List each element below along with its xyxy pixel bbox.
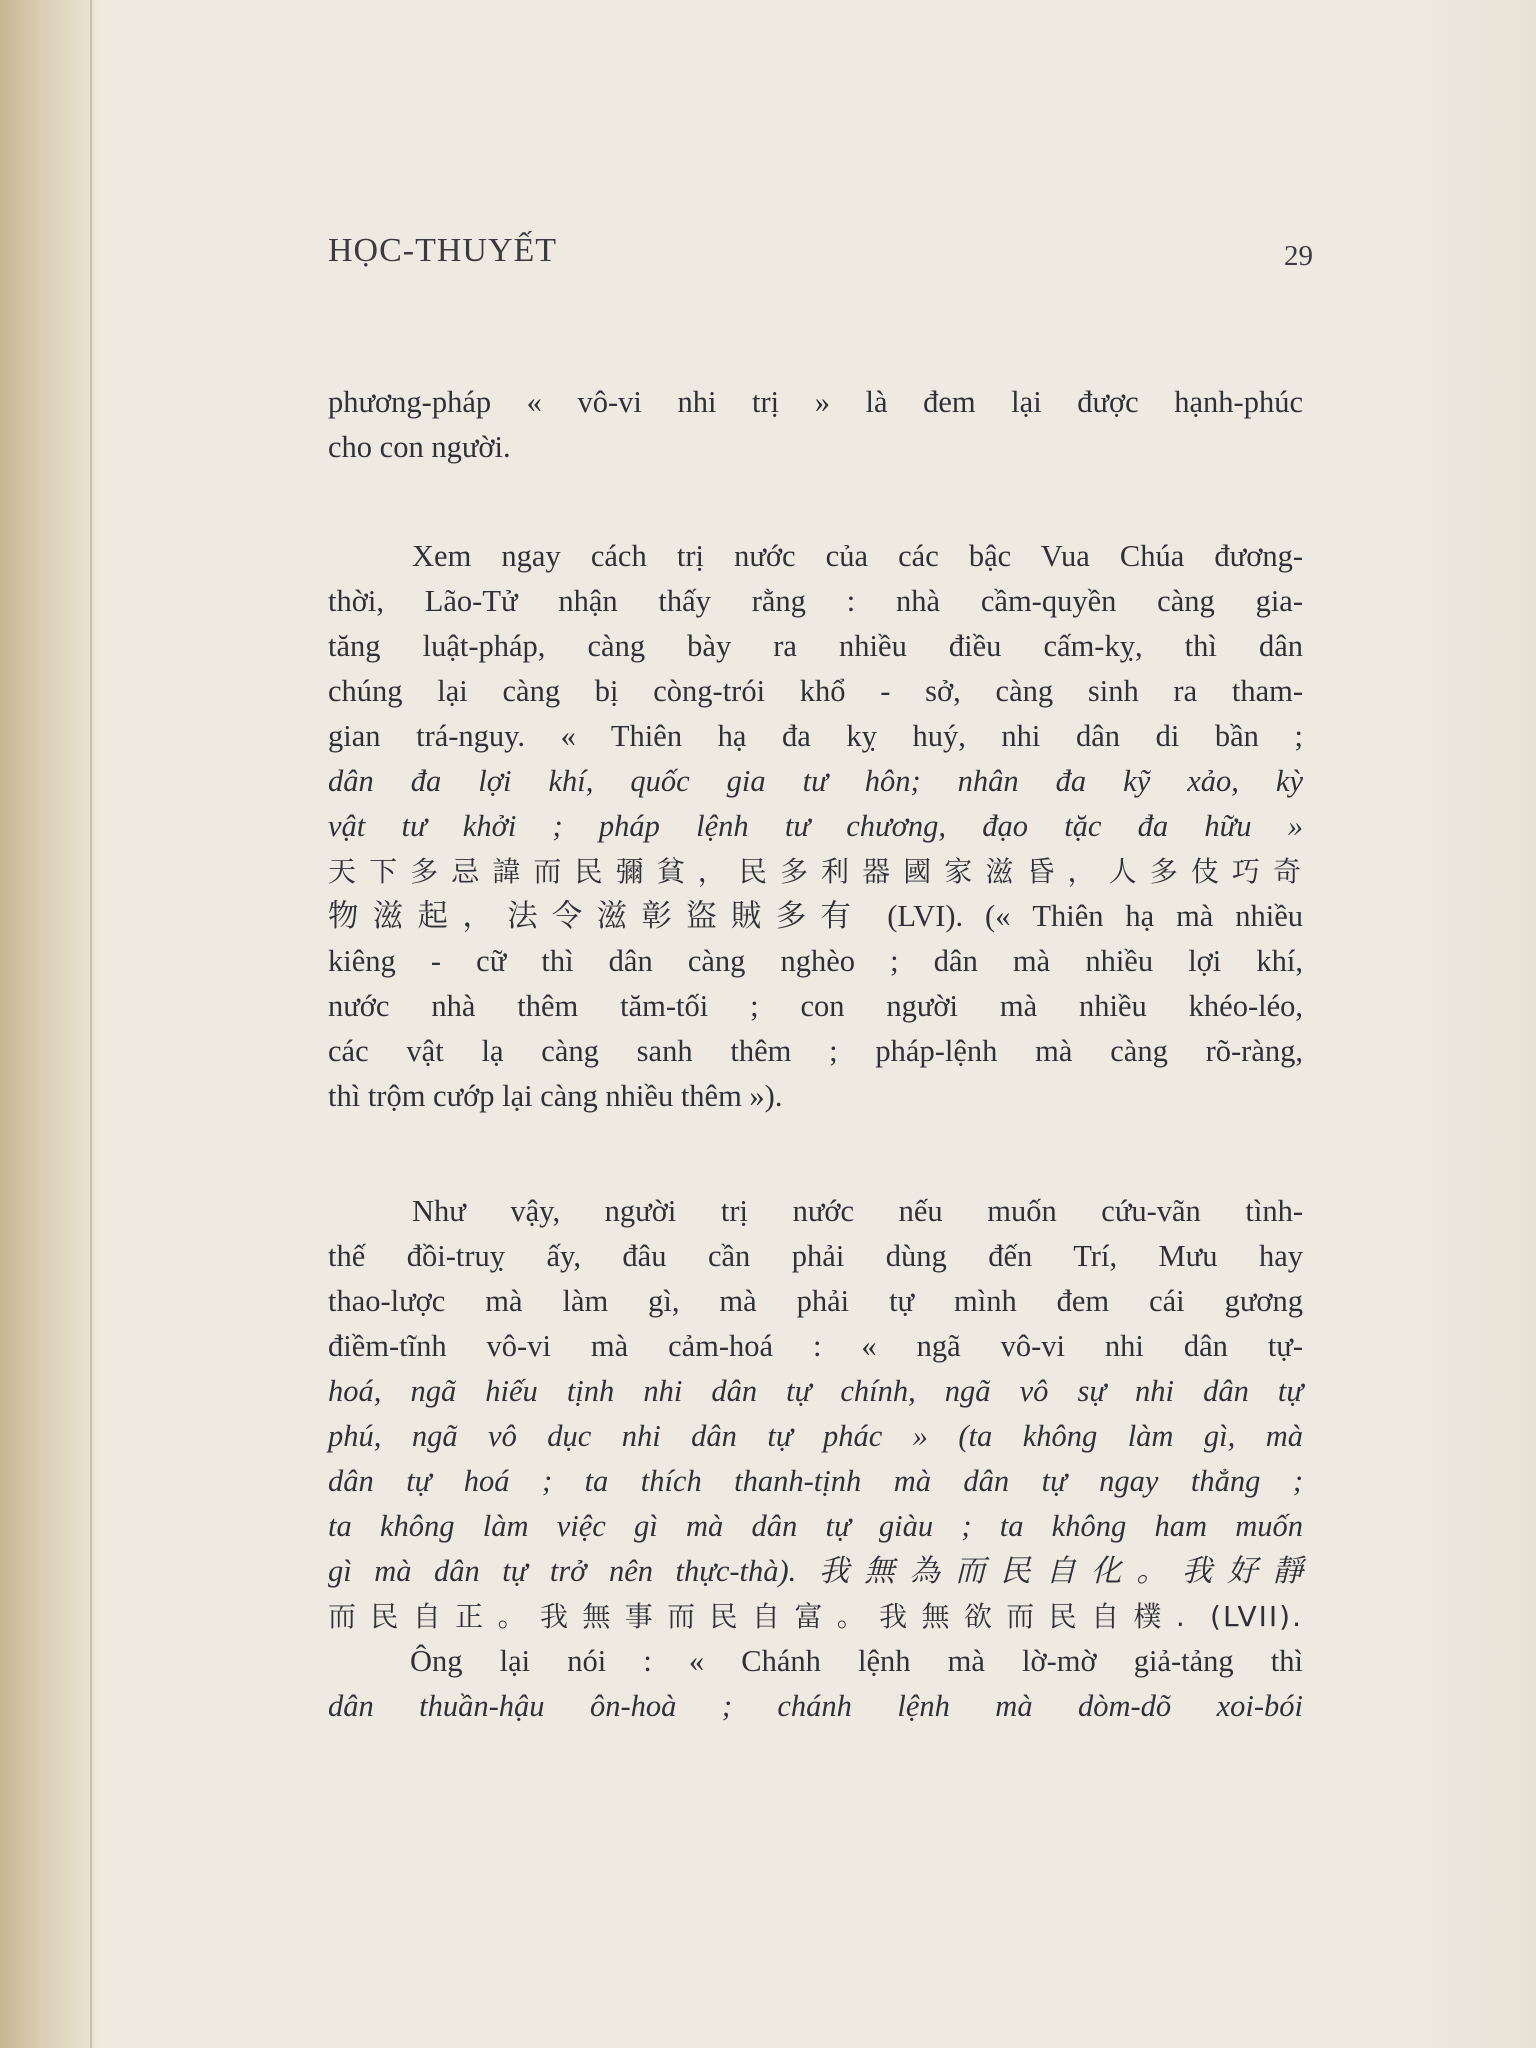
- page-number: 29: [1284, 240, 1313, 272]
- text-line: phương-pháp « vô-vi nhi trị » là đem lại được hạnh-phúc: [328, 385, 1303, 419]
- text-line: cho con người.: [328, 430, 511, 464]
- text-line: ta không làm việc gì mà dân tự giàu ; ta không ham muốn: [328, 1509, 1303, 1543]
- text-line: phú, ngã vô dục nhi dân tự phác » (ta không làm gì, mà: [328, 1419, 1303, 1453]
- text-line: Xem ngay cách trị nước của các bậc Vua Chúa đương-: [412, 539, 1303, 573]
- text-line: thao-lược mà làm gì, mà phải tự mình đem cái gương: [328, 1284, 1303, 1318]
- running-title: HỌC-THUYẾT: [328, 232, 558, 269]
- paragraph-4: [328, 1639, 1303, 1729]
- text-line: tăng luật-pháp, càng bày ra nhiều điều cấm-kỵ, thì dân: [328, 629, 1303, 663]
- text-line: hoá, ngã hiếu tịnh nhi dân tự chính, ngã vô sự nhi dân tự: [328, 1374, 1303, 1408]
- text-line: vật tư khởi ; pháp lệnh tư chương, đạo tặc đa hữu »: [328, 809, 1303, 843]
- text-line: các vật lạ càng sanh thêm ; pháp-lệnh mà càng rõ-ràng,: [328, 1034, 1303, 1068]
- text-line: dân thuần-hậu ôn-hoà ; chánh lệnh mà dòm-dõ xoi-bói: [328, 1689, 1303, 1723]
- gutter-line: [90, 0, 92, 2048]
- text-line: kiêng - cữ thì dân càng nghèo ; dân mà nhiều lợi khí,: [328, 944, 1303, 978]
- paragraph-3: [328, 1189, 1303, 1639]
- text-line: chúng lại càng bị còng-trói khổ - sở, càng sinh ra tham-: [328, 674, 1303, 708]
- text-line: thời, Lão-Tử nhận thấy rằng : nhà cầm-quyền càng gia-: [328, 584, 1303, 618]
- paragraph-2: [328, 534, 1303, 1119]
- text-line: điềm-tĩnh vô-vi mà cảm-hoá : « ngã vô-vi nhi dân tự-: [328, 1329, 1303, 1363]
- page-header: [328, 232, 1313, 272]
- chinese-text-line: 而民自正。我無事而民自富。我無欲而民自樸. (LVII).: [328, 1600, 1303, 1633]
- paragraph-1: [328, 380, 1303, 470]
- text-line: gì mà dân tự trở nên thực-thà). 我無為而民自化。我好靜: [328, 1554, 1303, 1588]
- text-line: 物滋起，法令滋彰盜賊多有 (LVI). (« Thiên hạ mà nhiều: [328, 899, 1303, 933]
- text-line: thế đồi-truỵ ấy, đâu cần phải dùng đến Trí, Mưu hay: [328, 1239, 1303, 1273]
- body-text: [328, 380, 1303, 1729]
- text-line: dân tự hoá ; ta thích thanh-tịnh mà dân tự ngay thẳng ;: [328, 1464, 1303, 1498]
- book-spine-shadow: [0, 0, 95, 2048]
- text-line: Như vậy, người trị nước nếu muốn cứu-vãn tình-: [412, 1194, 1303, 1228]
- chinese-text-line: 天下多忌諱而民彌貧，民多利器國家滋昏，人多伎巧奇: [328, 855, 1303, 888]
- text-line: dân đa lợi khí, quốc gia tư hôn; nhân đa kỹ xảo, kỳ: [328, 764, 1303, 798]
- text-line: gian trá-nguy. « Thiên hạ đa kỵ huý, nhi dân di bần ;: [328, 719, 1303, 753]
- text-line: nước nhà thêm tăm-tối ; con người mà nhiều khéo-léo,: [328, 989, 1303, 1023]
- text-line: thì trộm cướp lại càng nhiều thêm »).: [328, 1079, 783, 1113]
- text-line: Ông lại nói : « Chánh lệnh mà lờ-mờ giả-tảng thì: [410, 1644, 1303, 1678]
